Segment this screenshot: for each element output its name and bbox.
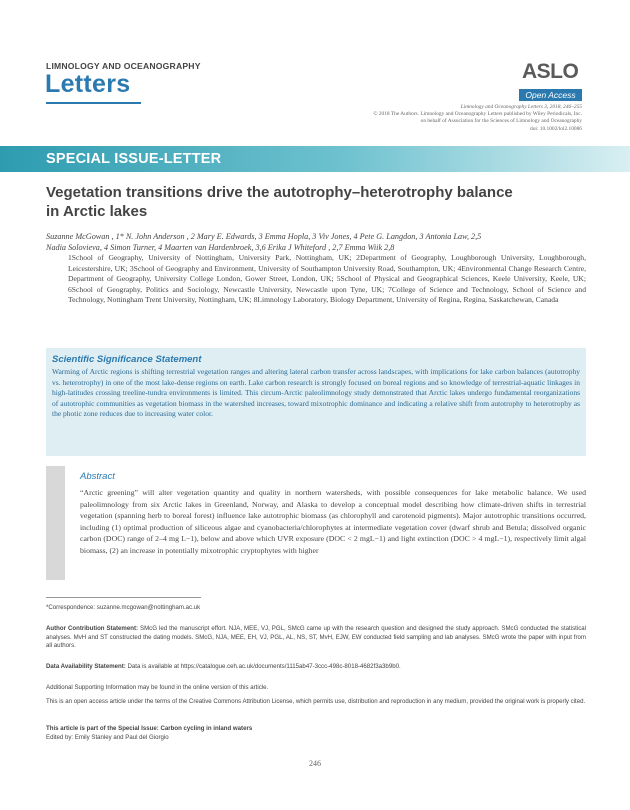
correspondence-note: *Correspondence: suzanne.mcgowan@nottingham.ac.uk [46,604,201,611]
open-access-badge: Open Access [519,89,582,101]
aslo-logo: ASLO [522,60,579,83]
article-title-line1: Vegetation transitions drive the autotrophy–heterotrophy balance [46,184,513,201]
license-note: This is an open access article under the terms of the Creative Commons Attribution License, which permits use, distribution and reproduction in any medium, provided the original work is properly cited. [46,698,586,705]
page-number: 246 [309,759,321,768]
special-issue-banner [0,146,630,172]
author-line-1: Suzanne McGowan , 1* N. John Anderson , 2 Mary E. Edwards, 3 Emma Hopla, 3 Viv Jones, 4 Pete G. Langdon, 3 Antonia Law, 2,5 [46,232,482,241]
significance-statement-box [46,348,586,456]
abstract-side-bar [46,466,65,580]
data-availability-label: Data Availability Statement: [46,663,126,670]
citation-copyright: © 2018 The Authors. Limnology and Oceanography Letters published by Wiley Periodicals, Inc. [373,111,582,118]
citation-journal: Limnology and Oceanography Letters 3, 2018, 246–255 [460,104,582,110]
journal-name-top: LIMNOLOGY AND OCEANOGRAPHY [46,61,201,71]
supporting-info-note: Additional Supporting Information may be found in the online version of this article. [46,684,269,691]
significance-body: Warming of Arctic regions is shifting terrestrial vegetation ranges and altering lateral carbon transfer across landscapes, with implications for lake carbon balances (autotrophy vs. heterotrophy) in one of the most lake-dense regions on earth. Lake carbon research is strongly focused on boreal regions and so knowledge of terrestrial-aquatic linkages in high-latitudes crossing treeline-tundra environments is limited. This circum-Arctic paleolimnology study demonstrated that Arctic lakes undergo fundamental reorganizations of autotrophic communities as vegetation biomass in the watershed increases, toward mixotrophic dominance and indicating a relative shift from autotrophy to heterotrophy as the photic zone reduces due to increasing water color. [52,367,580,419]
journal-underline [46,102,141,104]
data-availability-text: Data is available at https://catalogue.ceh.ac.uk/documents/1115ab47-3ccc-498c-8018-4682f3a3b9b0. [127,663,401,670]
abstract-body: “Arctic greening” will alter vegetation quantity and quality in northern watersheds, with possible consequences for lake metabolic balance. We used paleolimnology from six Arctic lakes in Greenland, Norway, and Alaska to develop a conceptual model describing how climate-driven shifts in terrestrial vegetation (spanning herb to boreal forest) influence lake autotrophic biomass (as chlorophyll and carotenoid pigments). Major autotrophic transitions occurred, including (1) optimal production of siliceous algae and cyanobacteria/chlorophytes at intermediate vegetation cover (dwarf shrub and Betula; dissolved organic carbon (DOC) range of 2–4 mg L−1), below and above which UVR exposure (DOC < 2 mgL−1) and light extinction (DOC > 4 mgL−1), respectively limit algal biomass, (2) an increase in potentially mixotrophic cryptophytes with higher [80,488,586,555]
data-availability-note [46,663,586,672]
article-title [46,183,586,221]
citation-block [282,104,582,133]
special-issue-text: This article is part of the Special Issue: Carbon cycling in inland waters [46,725,253,732]
affiliations: 1School of Geography, University of Nottingham, University Park, Nottingham, UK; 2Department of Geography, Loughborough University, Loughborough, Leicestershire, UK; 3School of Geography and Environment, University of Southampton University Road, Southampton, UK; 4Environmental Change Research Centre, Department of Geography, University College London, Gower Street, London, UK; 5School of Physical and Geographical Sciences, Keele University, Keele, UK; 6School of Geography, Politics and Sociology, Newcastle University, Newcastle upon Tyne, UK; 7College of Science and Technology, School of Science and Technology, Nottingham Trent University, Nottingham, UK; 8Limnology Laboratory, Biology Department, University of Regina, Regina, Saskatchewan, Canada [68,253,586,304]
article-title-line2: in Arctic lakes [46,203,148,220]
editors-note: Edited by: Emily Stanley and Paul del Giorgio [46,734,169,741]
author-contribution-note [46,625,586,651]
special-issue-label: SPECIAL ISSUE-LETTER [46,151,222,167]
significance-heading: Scientific Significance Statement [52,354,202,365]
citation-behalf: on behalf of Association for the Sciences of Limnology and Oceanography [420,118,582,125]
special-issue-note [46,725,586,734]
footnote-divider [46,597,201,598]
abstract-heading: Abstract [80,471,115,482]
citation-doi: doi: 10.1002/lol2.10086 [530,125,582,132]
journal-name-main: Letters [45,70,131,98]
contribution-text: SMcG led the manuscript effort. NJA, MEE, VJ, PGL, SMcG came up with the research question and designed the study approach. SMcG conducted the statistical analyses. MvH and ST constructed the dating models. SMcG, NJA, MEE, EH, VJ, PGL, AL, NS, ST, MvH, EJW, EW conducted field sampling and lab analyses. SMcG wrote the paper with input from all authors. [46,625,586,650]
author-list [46,231,586,253]
author-line-2: Nadia Solovieva, 4 Simon Turner, 4 Maarten van Hardenbroek, 3,6 Erika J Whiteford , 2,7 Emma Wiik 2,8 [46,243,395,252]
contribution-label: Author Contribution Statement: [46,625,139,632]
